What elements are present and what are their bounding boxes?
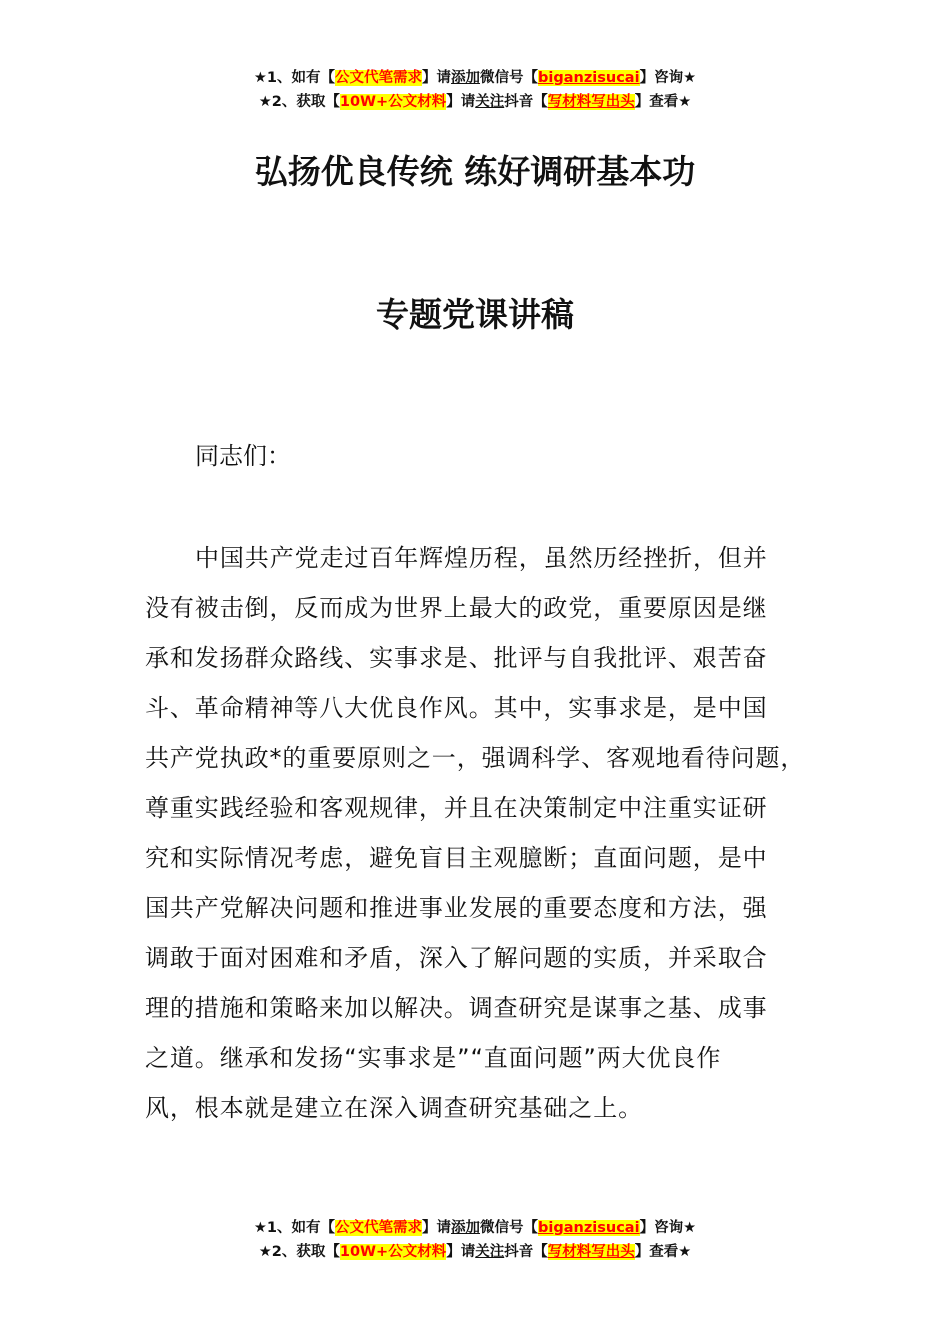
promo-banner-top: [0, 66, 950, 114]
promo-line-2: [0, 1240, 950, 1264]
paragraph-line: 中国共产党走过百年辉煌历程，虽然历经挫折，但并: [195, 544, 768, 572]
promo-emphasis: 添加: [451, 1220, 481, 1236]
paragraph-line: 风，根本就是建立在深入调查研究基础之上。: [145, 1094, 643, 1122]
promo-line-2: [0, 90, 950, 114]
douyin-id-highlight: 写材料写出头: [547, 1244, 635, 1260]
paragraph-line: 国共产党解决问题和推进事业发展的重要态度和方法，强: [145, 894, 768, 922]
promo-text: 微信号【: [480, 1220, 539, 1236]
douyin-id-highlight: 写材料写出头: [547, 94, 635, 110]
promo-text: 抖音【: [504, 1244, 548, 1260]
promo-text: 】请: [422, 1220, 452, 1236]
promo-text: 】请: [446, 1244, 476, 1260]
promo-line-1: [0, 66, 950, 90]
salutation: 同志们：: [195, 442, 291, 470]
promo-highlight: 10W+公文材料: [339, 1244, 447, 1260]
promo-text: ★2、获取【: [258, 94, 340, 110]
promo-highlight: 公文代笔需求: [335, 70, 423, 86]
paragraph-line: 究和实际情况考虑，避免盲目主观臆断；直面问题，是中: [145, 844, 768, 872]
paragraph-line: 尊重实践经验和客观规律，并且在决策制定中注重实证研: [145, 794, 768, 822]
paragraph-line: 理的措施和策略来加以解决。调查研究是谋事之基、成事: [145, 994, 768, 1022]
promo-text: ★1、如有【: [253, 70, 336, 86]
promo-text: 】咨询★: [639, 70, 697, 86]
promo-banner-bottom: [0, 1216, 950, 1264]
promo-text: 抖音【: [504, 94, 548, 110]
promo-highlight: 公文代笔需求: [335, 1220, 423, 1236]
promo-emphasis: 关注: [475, 94, 505, 110]
document-title: 弘扬优良传统 练好调研基本功: [254, 152, 696, 191]
promo-emphasis: 关注: [475, 1244, 505, 1260]
paragraph-line: 共产党执政*的重要原则之一，强调科学、客观地看待问题，: [145, 744, 806, 772]
paragraph-line: 之道。继承和发扬“实事求是”“直面问题”两大优良作: [145, 1044, 722, 1072]
paragraph-line: 承和发扬群众路线、实事求是、批评与自我批评、艰苦奋: [145, 644, 768, 672]
promo-text: 】请: [422, 70, 452, 86]
paragraph-line: 没有被击倒，反而成为世界上最大的政党，重要原因是继: [145, 594, 768, 622]
promo-text: 】查看★: [634, 94, 692, 110]
promo-emphasis: 添加: [451, 70, 481, 86]
paragraph-line: 斗、革命精神等八大优良作风。其中，实事求是，是中国: [145, 694, 768, 722]
promo-text: ★1、如有【: [253, 1220, 336, 1236]
body-paragraph: [145, 533, 835, 1133]
paragraph-line: 调敢于面对困难和矛盾，深入了解问题的实质，并采取合: [145, 944, 768, 972]
promo-line-1: [0, 1216, 950, 1240]
wechat-id-highlight: biganzisucai: [538, 1220, 640, 1236]
document-subtitle: 专题党课讲稿: [376, 295, 574, 334]
wechat-id-highlight: biganzisucai: [538, 70, 640, 86]
promo-text: 】请: [446, 94, 476, 110]
promo-text: 】查看★: [634, 1244, 692, 1260]
promo-highlight: 10W+公文材料: [339, 94, 447, 110]
promo-text: 】咨询★: [639, 1220, 697, 1236]
promo-text: 微信号【: [480, 70, 539, 86]
promo-text: ★2、获取【: [258, 1244, 340, 1260]
